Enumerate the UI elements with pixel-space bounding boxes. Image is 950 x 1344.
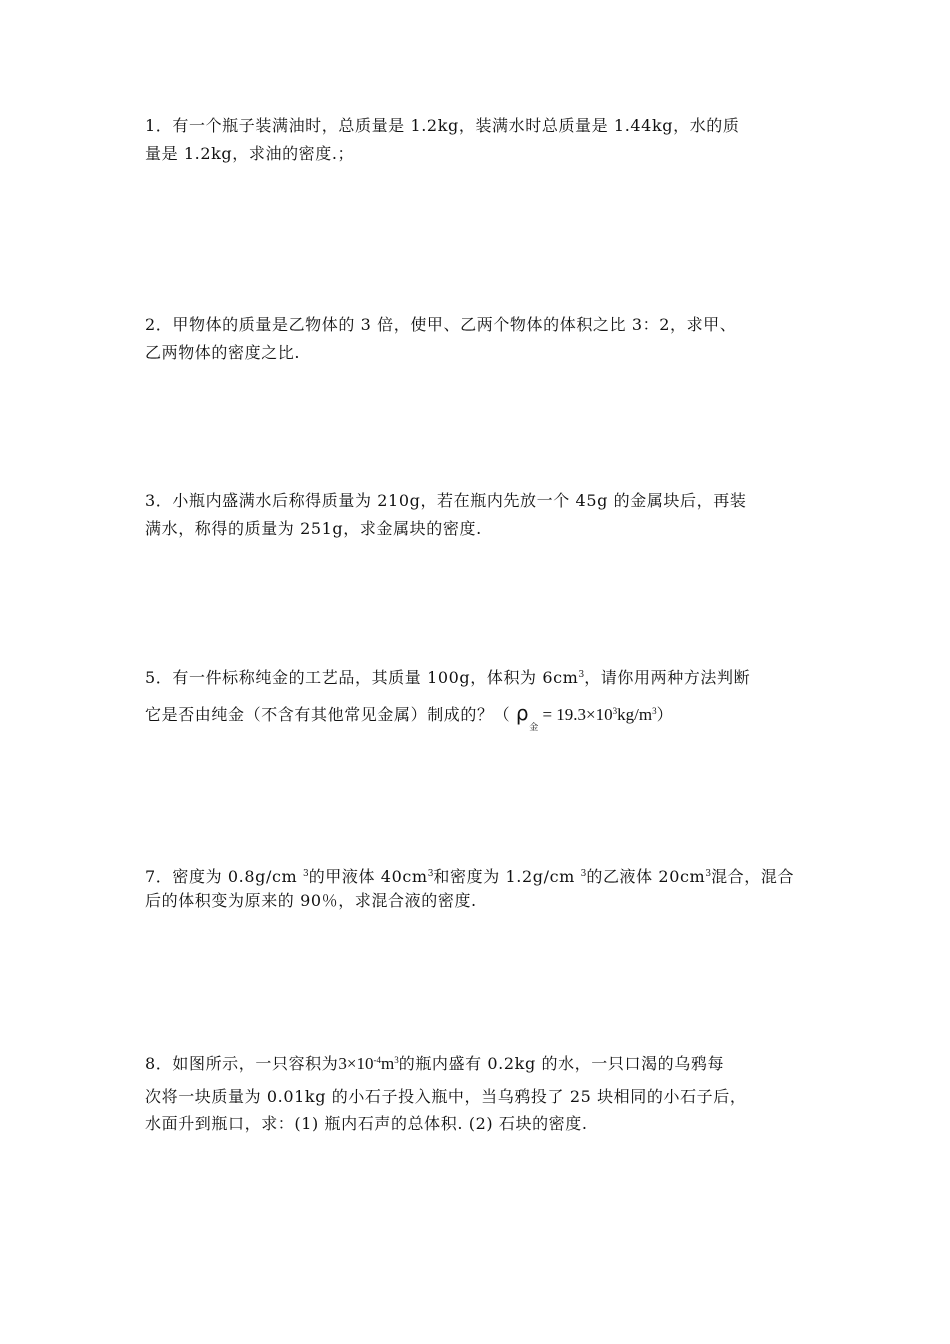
problem-7-line-2: 后的体积变为原来的 90％，求混合液的密度.	[145, 891, 477, 910]
formula-unit-exponent: 3	[394, 1055, 399, 1065]
rho-symbol: ρ	[515, 701, 530, 725]
problem-7-text-d: 的乙液体 20cm	[586, 867, 706, 886]
problem-7-text-c: 和密度为 1.2g/cm	[433, 867, 581, 886]
volume-formula	[338, 1054, 398, 1073]
superscript: 3	[302, 869, 309, 879]
superscript: 3	[705, 869, 712, 879]
problem-1-line-1: 1．有一个瓶子装满油时，总质量是 1.2kg，装满水时总质量是 1.44kg，水的质	[145, 116, 740, 135]
problem-7-text-b: 的甲液体 40cm	[308, 867, 428, 886]
superscript: 3	[580, 869, 587, 879]
formula-exponent: 3	[612, 706, 618, 716]
formula-unit: kg/m	[617, 705, 653, 724]
problem-7-text-e: 混合，混合	[711, 867, 795, 886]
superscript: 3	[578, 670, 585, 680]
problem-5-text-b: ，请你用两种方法判断	[584, 668, 751, 687]
problem-5-line-1	[145, 665, 750, 688]
problem-2-line-1: 2．甲物体的质量是乙物体的 3 倍，使甲、乙两个物体的体积之比 3：2，求甲、	[145, 315, 737, 334]
formula-value: = 19.3×10	[538, 705, 613, 724]
problem-1-line-2: 量是 1.2kg，求油的密度.；	[145, 144, 355, 163]
formula-unit: m	[380, 1054, 395, 1073]
problem-5-text-c: 它是否由纯金（不含有其他常见金属）制成的？（	[145, 705, 516, 724]
problem-5-text-a: 5．有一件标称纯金的工艺品，其质量 100g，体积为 6cm	[145, 668, 579, 687]
problem-3-line-1: 3．小瓶内盛满水后称得质量为 210g，若在瓶内先放一个 45g 的金属块后，再装	[145, 491, 747, 510]
problem-7-line-1	[145, 864, 794, 887]
problem-8-line-3: 水面升到瓶口，求：(1) 瓶内石声的总体积. (2) 石块的密度.	[145, 1114, 588, 1133]
superscript: 3	[427, 869, 434, 879]
problem-2-line-2: 乙两物体的密度之比.	[145, 343, 301, 362]
problem-8-line-1	[145, 1050, 724, 1074]
problem-8-text-b: 的瓶内盛有 0.2kg 的水，一只口渴的乌鸦每	[398, 1054, 725, 1073]
problem-8-line-2: 次将一块质量为 0.01kg 的小石子投入瓶中，当乌鸦投了 25 块相同的小石子后，	[145, 1087, 747, 1106]
problem-3-line-2: 满水，称得的质量为 251g，求金属块的密度.	[145, 519, 482, 538]
problem-5-line-2	[145, 701, 673, 738]
formula-value: 3×10	[338, 1054, 374, 1073]
gold-density-formula	[538, 705, 656, 724]
formula-unit-exponent: 3	[652, 706, 657, 716]
rho-subscript: 金	[529, 723, 539, 733]
problem-5-close-paren: ）	[656, 705, 674, 724]
problem-8-text-a: 8．如图所示，一只容积为	[145, 1054, 339, 1073]
problem-7-text-a: 7．密度为 0.8g/cm	[145, 867, 303, 886]
formula-exponent: -4	[373, 1055, 381, 1065]
